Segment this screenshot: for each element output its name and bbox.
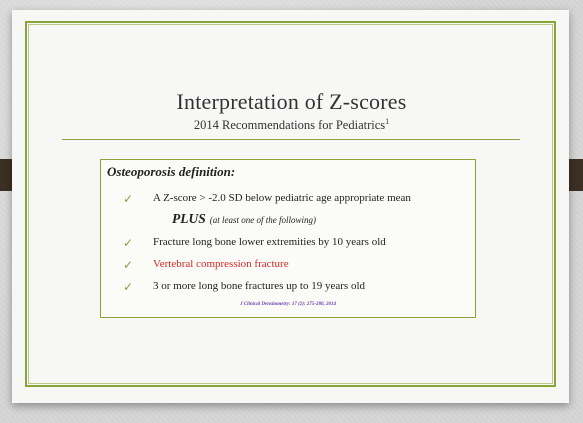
slide-title: Interpretation of Z-scores bbox=[176, 89, 407, 114]
plus-note: (at least one of the following) bbox=[209, 215, 316, 225]
checkmark-icon: ✓ bbox=[123, 192, 134, 206]
list-item-text: Vertebral compression fracture bbox=[153, 258, 289, 270]
subtitle-text: 2014 Recommendations for Pediatrics bbox=[193, 118, 386, 133]
list-item-text: 3 or more long bone fractures up to 19 years old bbox=[153, 280, 365, 292]
box-heading: Osteoporosis definition: bbox=[107, 164, 236, 179]
citation: J Clinical Densitometry: 17 (2): 275-280, 2014 bbox=[240, 302, 336, 307]
list-item-text: Fracture long bone lower extremities by 10 years old bbox=[153, 236, 386, 248]
plus-line bbox=[172, 210, 316, 228]
checkmark-icon: ✓ bbox=[123, 258, 134, 272]
checkmark-icon: ✓ bbox=[123, 280, 134, 294]
definition-box bbox=[100, 159, 476, 318]
checkmark-icon: ✓ bbox=[123, 236, 134, 250]
title-divider bbox=[62, 139, 520, 140]
footnote-marker: 1 bbox=[385, 117, 390, 126]
slide-subtitle bbox=[0, 117, 583, 133]
list-item-text: A Z-score > -2.0 SD below pediatric age appropriate mean bbox=[153, 192, 411, 204]
plus-word: PLUS bbox=[172, 211, 206, 226]
